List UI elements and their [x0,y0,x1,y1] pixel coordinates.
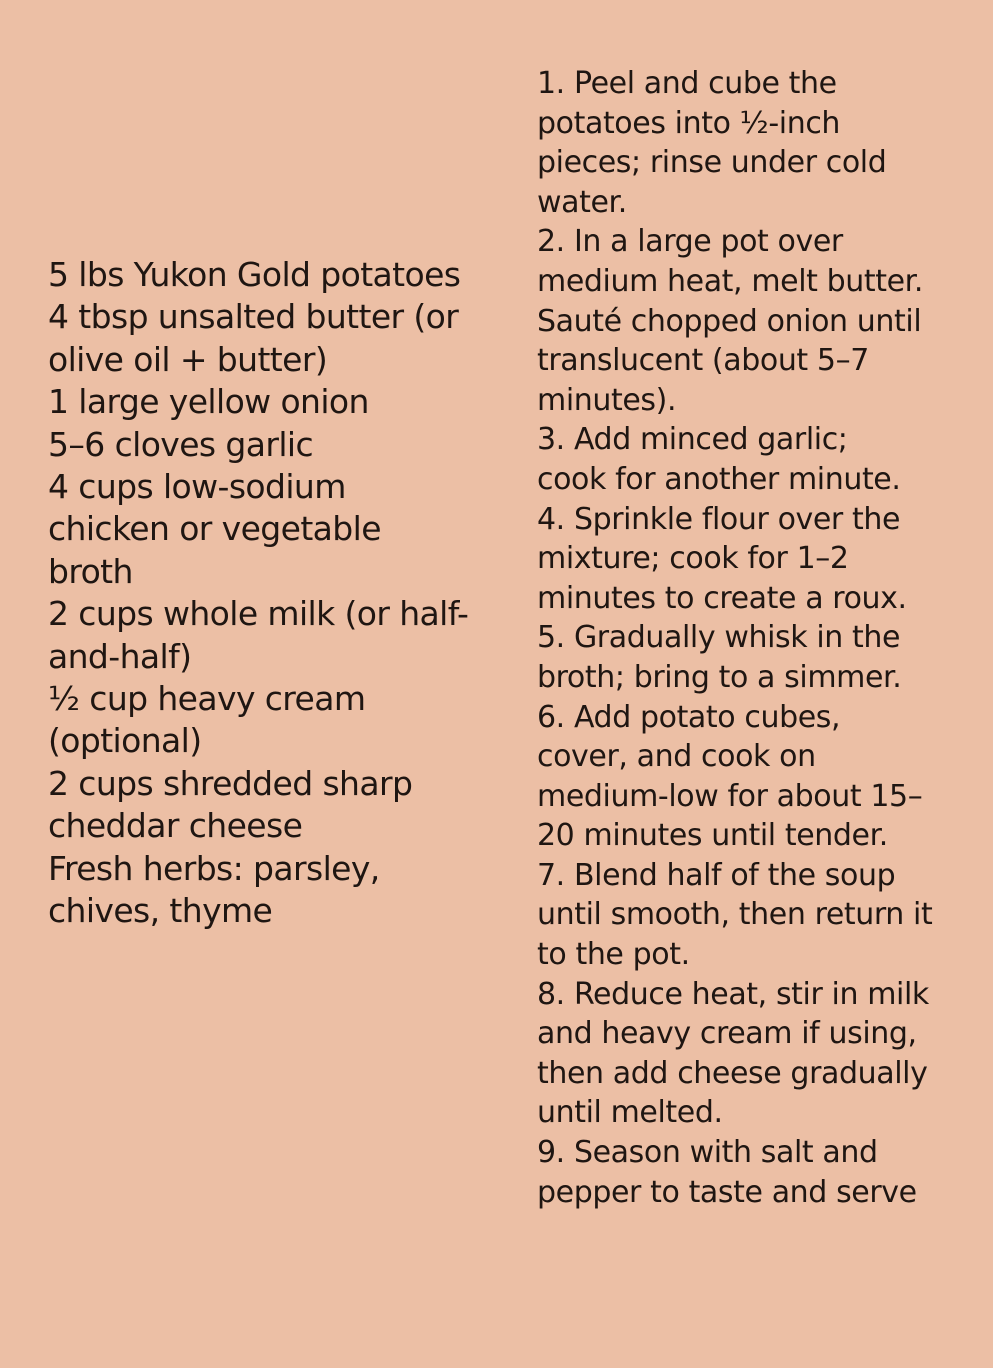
instruction-line: 20 minutes until tender. [537,818,888,854]
instruction-line: pieces; rinse under cold [537,145,887,181]
ingredient-line: 5–6 cloves garlic [48,424,314,464]
instruction-line: until smooth, then return it [537,897,933,933]
instruction-line: cover, and cook on [537,739,816,775]
instruction-line: 7. Blend half of the soup [537,857,896,893]
ingredient-line: 5 lbs Yukon Gold potatoes [48,255,461,294]
ingredient-line: 1 large yellow onion [48,382,369,422]
instructions-list [537,64,937,1212]
ingredient-line: 2 cups shredded sharp [48,763,413,803]
ingredient-line: ½ cup heavy cream [48,679,366,719]
instruction-line: 1. Peel and cube the [537,66,837,101]
ingredient-line: 2 cups whole milk (or half- [48,594,469,634]
instruction-line: 9. Season with salt and [537,1135,878,1171]
instruction-line: mixture; cook for 1–2 [537,541,849,577]
ingredient-line: olive oil + butter) [48,339,328,379]
instruction-line: until melted. [537,1095,723,1131]
instruction-line: 5. Gradually whisk in the [537,620,901,656]
instruction-line: minutes to create a roux. [537,580,907,616]
ingredient-line: broth [48,551,133,591]
ingredient-line: Fresh herbs: parsley, [48,848,380,888]
ingredients-list [48,254,488,933]
instruction-line: broth; bring to a simmer. [537,659,902,695]
ingredient-line: chicken or vegetable [48,509,381,549]
instruction-line: medium heat, melt butter. [537,263,923,299]
ingredient-line: (optional) [48,721,202,761]
instruction-line: medium-low for about 15– [537,778,923,814]
instruction-line: 3. Add minced garlic; [537,422,848,458]
ingredient-line: cheddar cheese [48,806,303,846]
instruction-line: Sauté chopped onion until [537,303,922,339]
ingredient-line: and-half) [48,636,192,676]
instruction-line: 6. Add potato cubes, [537,699,841,735]
instruction-line: cook for another minute. [537,461,901,497]
instruction-line: then add cheese gradually [537,1055,928,1091]
instruction-line: 4. Sprinkle flour over the [537,501,901,537]
ingredient-line: 4 cups low-sodium [48,467,346,507]
instruction-line: to the pot. [537,937,690,973]
ingredient-line: chives, thyme [48,891,273,931]
instruction-line: minutes). [537,382,677,418]
ingredient-line: 4 tbsp unsalted butter (or [48,297,459,337]
instruction-line: and heavy cream if using, [537,1016,917,1052]
instruction-line: potatoes into ½-inch [537,105,841,141]
instruction-line: water. [537,184,627,220]
instruction-line: 2. In a large pot over [537,224,843,260]
instruction-line: translucent (about 5–7 [537,343,869,379]
instruction-line: pepper to taste and serve [537,1174,917,1210]
instruction-line: 8. Reduce heat, stir in milk [537,976,929,1012]
